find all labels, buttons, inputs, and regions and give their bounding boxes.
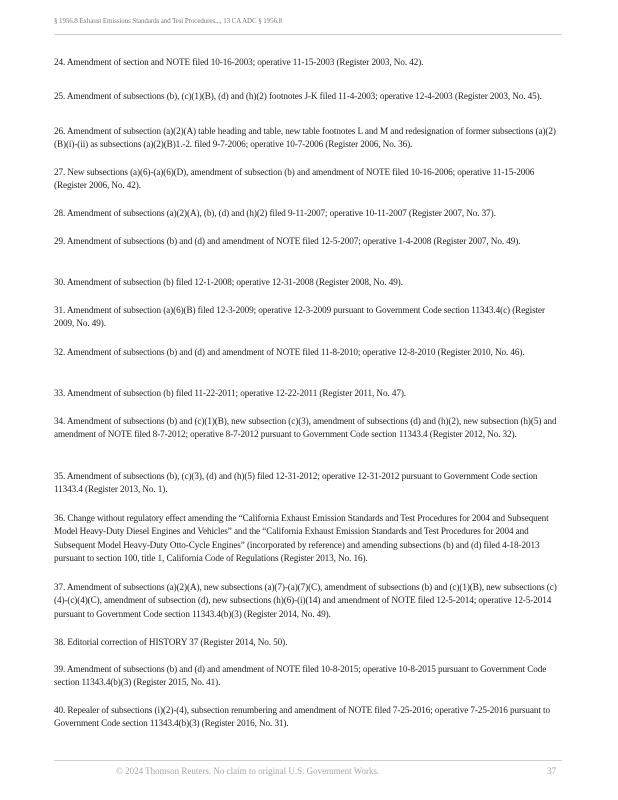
- history-entry-24: 24. Amendment of section and NOTE filed 10-16-2003; operative 11-15-2003 (Register 2003, No. 42).: [54, 57, 424, 67]
- history-entry-38: 38. Editorial correction of HISTORY 37 (Register 2014, No. 50).: [54, 637, 288, 647]
- running-header: § 1956.8 Exhaust Emissions Standards and Test Procedures..., 13 CA ADC § 1956.8: [54, 17, 282, 25]
- history-entry-37: 37. Amendment of subsections (a)(2)(A), new subsections (a)(7)-(a)(7)(C), amendment of subsections (b) and (c)(1)(B), new subsections (c)(4)-(c)(4)(C), amendment of subsection (d), new subsections (h)(6)-(i)(14) and amendment of NOTE filed 12-5-2014; operative 12-5-2014 pursuant to Government Code section 11343.4(b)(3) (Register 2014, No. 49).: [54, 582, 557, 619]
- history-entry-29: 29. Amendment of subsections (b) and (d) and amendment of NOTE filed 12-5-2007; operative 1-4-2008 (Register 2007, No. 49).: [54, 236, 521, 246]
- history-entry-30: 30. Amendment of subsection (b) filed 12-1-2008; operative 12-31-2008 (Register 2008, No. 49).: [54, 277, 403, 287]
- copyright-notice: © 2024 Thomson Reuters. No claim to original U.S. Government Works.: [116, 766, 380, 776]
- history-entry-39: 39. Amendment of subsections (b) and (d) and amendment of NOTE filed 10-8-2015; operative 10-8-2015 pursuant to Government Code section 11343.4(b)(3) (Register 2015, No. 41).: [54, 664, 547, 688]
- history-entry-35: 35. Amendment of subsections (b), (c)(3), (d) and (h)(5) filed 12-31-2012; operative 12-31-2012 pursuant to Government Code section 11343.4 (Register 2013, No. 1).: [54, 471, 538, 495]
- history-entry-36: 36. Change without regulatory effect amending the “California Exhaust Emission Standards and Test Procedures for 2004 and Subsequent Model Heavy-Duty Diesel Engines and Vehicles” and the “California Exhaust Emission Standards and Test Procedures for 2004 and Subsequent Model Heavy-Duty Otto-Cycle Engines” (incorporated by reference) and amending subsections (b) and (d) filed 4-18-2013 pursuant to section 100, title 1, California Code of Regulations (Register 2013, No. 16).: [54, 513, 549, 563]
- history-entry-28: 28. Amendment of subsections (a)(2)(A), (b), (d) and (h)(2) filed 9-11-2007; operative 10-11-2007 (Register 2007, No. 37).: [54, 208, 496, 218]
- footer-divider: [54, 760, 562, 761]
- history-entry-34: 34. Amendment of subsections (b) and (c)(1)(B), new subsection (c)(3), amendment of subsections (d) and (h)(2), new subsection (h)(5) and amendment of NOTE filed 8-7-2012; operative 8-7-2012 pursuant to Government Code section 11343.4 (Register 2012, No. 32).: [54, 416, 557, 440]
- header-divider: [54, 34, 562, 35]
- history-entry-26: 26. Amendment of subsection (a)(2)(A) table heading and table, new table footnotes L and M and redesignation of former subsections (a)(2)(B)(i)-(ii) as subsections (a)(2)(B)1.-2. filed 9-7-2006; operative 10-7-2006 (Register 2006, No. 36).: [54, 126, 556, 150]
- history-entry-32: 32. Amendment of subsections (b) and (d) and amendment of NOTE filed 11-8-2010; operative 12-8-2010 (Register 2010, No. 46).: [54, 347, 525, 357]
- history-entry-25: 25. Amendment of subsections (b), (c)(1)(B), (d) and (h)(2) footnotes J-K filed 11-4-2003; operative 12-4-2003 (Register 2003, No. 45).: [54, 91, 542, 101]
- history-entry-31: 31. Amendment of subsection (a)(6)(B) filed 12-3-2009; operative 12-3-2009 pursuant to Government Code section 11343.4(c) (Register 2009, No. 49).: [54, 305, 545, 329]
- history-entry-27: 27. New subsections (a)(6)-(a)(6)(D), amendment of subsection (b) and amendment of NOTE filed 10-16-2006; operative 11-15-2006 (Register 2006, No. 42).: [54, 167, 535, 191]
- history-entry-40: 40. Repealer of subsections (i)(2)-(4), subsection renumbering and amendment of NOTE filed 7-25-2016; operative 7-25-2016 pursuant to Government Code section 11343.4(b)(3) (Register 2016, No. 31).: [54, 705, 550, 729]
- page-number: 37: [547, 766, 556, 776]
- history-entry-33: 33. Amendment of subsection (b) filed 11-22-2011; operative 12-22-2011 (Register 2011, No. 47).: [54, 388, 406, 398]
